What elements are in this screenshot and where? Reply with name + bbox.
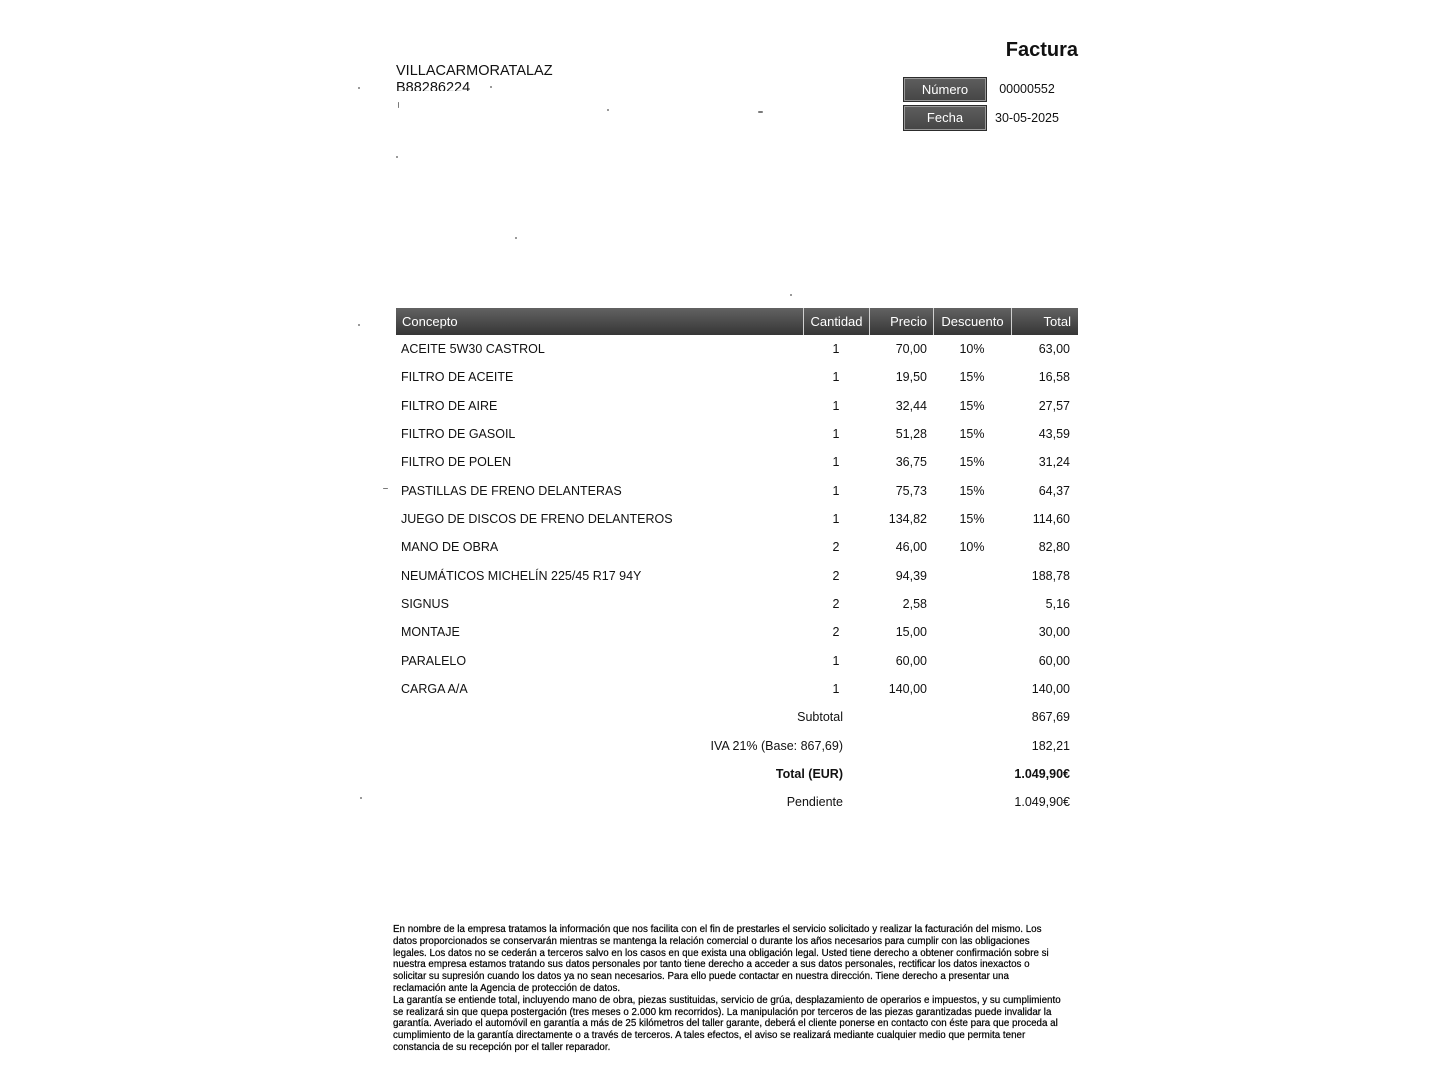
legal-text-line: cumplimiento de la garantía directamente o a través de terceros. A tales efectos, el aviso se realizará mediante cualquier medio que permita tener — [393, 1030, 1026, 1042]
tax-row — [396, 732, 1078, 760]
issuer-taxid-container — [396, 80, 470, 91]
header-concept: Concepto — [402, 314, 458, 329]
row-total: 16,58 — [1038, 370, 1070, 385]
legal-text-line: La garantía se entiende total, incluyendo mano de obra, piezas sustituidas, servicio de grúa, desplazamiento de operarios e impuestos, y su cumplimiento — [393, 994, 1061, 1006]
header-total: Total — [1011, 308, 1078, 335]
totals-block — [396, 703, 1078, 816]
row-quantity: 1 — [832, 342, 840, 356]
row-quantity: 1 — [832, 398, 840, 413]
legal-text-line: nuestra empresa estamos tratando sus datos personales por tanto tiene derecho a acceder a sus datos personales, rectificar los datos inexactos o — [393, 959, 1030, 971]
row-discount — [933, 590, 1011, 618]
pending-spacer — [843, 788, 1011, 816]
row-total: 188,78 — [1031, 568, 1070, 583]
scan-speck — [358, 324, 360, 326]
header-price: Precio — [869, 308, 933, 335]
pending-label: Pendiente — [786, 795, 843, 810]
row-total: 140,00 — [1031, 681, 1070, 696]
row-price: 60,00 — [895, 653, 927, 668]
table-row — [396, 590, 1078, 618]
table-row — [396, 533, 1078, 561]
scan-speck — [360, 797, 362, 799]
row-price: 134,82 — [888, 511, 927, 526]
row-quantity: 1 — [832, 483, 840, 498]
subtotal-value: 867,69 — [1031, 710, 1070, 725]
invoice-date-label: Fecha — [903, 105, 987, 131]
invoice-title: Factura — [1005, 39, 1078, 61]
pending-value: 1.049,90€ — [1014, 795, 1070, 810]
row-price: 36,75 — [895, 455, 927, 470]
row-quantity: 2 — [832, 625, 840, 640]
table-header — [396, 308, 1078, 335]
subtotal-row — [396, 703, 1078, 731]
issuer-tax-id: B88286224 — [396, 80, 471, 91]
row-discount: 15% — [959, 370, 985, 385]
scan-speck — [383, 488, 388, 489]
row-quantity: 2 — [832, 596, 840, 611]
subtotal-spacer — [843, 703, 1011, 731]
row-discount — [933, 647, 1011, 675]
row-discount: 15% — [959, 483, 985, 498]
row-discount: 15% — [959, 398, 985, 413]
row-concept: FILTRO DE ACEITE — [401, 370, 514, 385]
row-concept: FILTRO DE AIRE — [401, 398, 498, 413]
legal-text-line: datos proporcionados se conservarán mientras se mantenga la relación comercial o durante los años necesarios para cumplir con las obligaciones — [393, 935, 1030, 947]
row-total: 5,16 — [1045, 596, 1070, 611]
header-quantity: Cantidad — [803, 308, 869, 335]
row-total: 43,59 — [1038, 426, 1070, 441]
table-row — [396, 618, 1078, 646]
invoice-table — [396, 308, 1078, 817]
scan-speck — [398, 102, 399, 108]
row-total: 30,00 — [1038, 625, 1070, 640]
row-concept: SIGNUS — [401, 596, 449, 611]
row-quantity: 2 — [832, 568, 840, 583]
table-row — [396, 335, 1078, 363]
invoice-number-label: Número — [903, 77, 987, 102]
row-quantity: 2 — [832, 540, 840, 555]
grand-total-row — [396, 760, 1078, 788]
table-row — [396, 448, 1078, 476]
legal-text-line: constancia de su recepción por el taller reparador. — [393, 1041, 611, 1053]
tax-spacer — [843, 732, 1011, 760]
issuer-name: VILLACARMORATALAZ — [396, 63, 553, 79]
row-discount: 15% — [959, 455, 985, 470]
header-discount: Descuento — [933, 308, 1011, 335]
grand-total-label: Total (EUR) — [775, 766, 843, 781]
legal-text-line: solicitar su supresión cuando los datos ya no sean necesarios. Para ello puede contactar en nuestra dirección. Tiene derecho a presentar una — [393, 971, 1009, 983]
row-quantity: 1 — [832, 370, 840, 385]
invoice-date-value: 30-05-2025 — [995, 111, 1059, 125]
row-total: 31,24 — [1038, 455, 1070, 470]
row-discount — [933, 675, 1011, 703]
legal-text-line: garantía. Averiado el automóvil en garantía a más de 25 kilómetros del taller garante, deberá el cliente ponerse en contacto con éste para que proceda al — [393, 1018, 1058, 1030]
invoice-number-value: 00000552 — [999, 82, 1055, 96]
legal-text-line: legales. Los datos no se cederán a terceros salvo en los casos en que exista una obligación legal. Usted tiene derecho a obtener confirmación sobre si — [393, 947, 1049, 959]
table-row — [396, 505, 1078, 533]
row-price: 2,58 — [902, 596, 927, 611]
row-discount: 10% — [959, 342, 985, 356]
row-quantity: 1 — [832, 653, 840, 668]
row-concept: FILTRO DE GASOIL — [401, 426, 516, 441]
row-concept: FILTRO DE POLEN — [401, 455, 512, 470]
row-price: 70,00 — [895, 342, 927, 356]
row-total: 27,57 — [1038, 398, 1070, 413]
table-row — [396, 675, 1078, 703]
tax-value: 182,21 — [1031, 738, 1070, 753]
row-price: 46,00 — [895, 540, 927, 555]
subtotal-label: Subtotal — [797, 710, 843, 725]
row-price: 75,73 — [895, 483, 927, 498]
row-price: 140,00 — [888, 681, 927, 696]
legal-text-line: reclamación ante la Agencia de protección de datos. — [393, 982, 621, 994]
scan-speck — [515, 237, 517, 239]
row-concept: PARALELO — [401, 653, 467, 668]
row-concept: MONTAJE — [401, 625, 460, 640]
row-total: 82,80 — [1038, 540, 1070, 555]
row-discount: 15% — [959, 511, 985, 526]
row-total: 60,00 — [1038, 653, 1070, 668]
grand-total-value: 1.049,90€ — [1014, 766, 1070, 781]
row-concept: MANO DE OBRA — [401, 540, 499, 555]
row-total: 114,60 — [1032, 511, 1070, 526]
row-concept: ACEITE 5W30 CASTROL — [401, 342, 545, 356]
row-price: 32,44 — [895, 398, 927, 413]
row-price: 94,39 — [895, 568, 927, 583]
row-discount — [933, 618, 1011, 646]
row-quantity: 1 — [832, 511, 840, 526]
row-quantity: 1 — [832, 455, 840, 470]
table-row — [396, 562, 1078, 590]
table-row — [396, 420, 1078, 448]
row-discount: 15% — [959, 426, 985, 441]
legal-text-line: se realizará sin que quepa postergación (tres meses o 2.000 km recorridos). La manipulación por terceros de las piezas garantizadas puede invalidar la — [393, 1006, 1052, 1018]
scan-speck — [758, 111, 763, 113]
row-price: 19,50 — [895, 370, 927, 385]
scan-speck — [607, 109, 609, 111]
table-row — [396, 647, 1078, 675]
row-price: 15,00 — [895, 625, 927, 640]
scan-speck — [358, 87, 360, 89]
table-row — [396, 392, 1078, 420]
legal-text-line: En nombre de la empresa tratamos la información que nos facilita con el fin de prestarles el servicio solicitado y realizar la facturación del mismo. Los — [393, 924, 1042, 935]
scan-speck — [790, 294, 792, 296]
scan-speck — [396, 156, 398, 158]
legal-footer — [393, 924, 1061, 1054]
row-total: 63,00 — [1038, 342, 1070, 356]
row-total: 64,37 — [1038, 483, 1070, 498]
row-price: 51,28 — [895, 426, 927, 441]
row-concept: PASTILLAS DE FRENO DELANTERAS — [401, 483, 622, 498]
pending-row — [396, 788, 1078, 816]
table-body — [396, 335, 1078, 703]
row-discount — [933, 562, 1011, 590]
row-quantity: 1 — [832, 426, 840, 441]
row-concept: CARGA A/A — [401, 681, 468, 696]
table-row — [396, 363, 1078, 391]
row-concept: JUEGO DE DISCOS DE FRENO DELANTEROS — [401, 511, 673, 526]
table-row — [396, 477, 1078, 505]
row-concept: NEUMÁTICOS MICHELÍN 225/45 R17 94Y — [401, 568, 642, 583]
row-discount: 10% — [959, 540, 985, 555]
grand-total-spacer — [843, 760, 1011, 788]
tax-label: IVA 21% (Base: 867,69) — [710, 738, 843, 753]
scan-speck — [490, 86, 492, 88]
row-quantity: 1 — [832, 681, 840, 696]
